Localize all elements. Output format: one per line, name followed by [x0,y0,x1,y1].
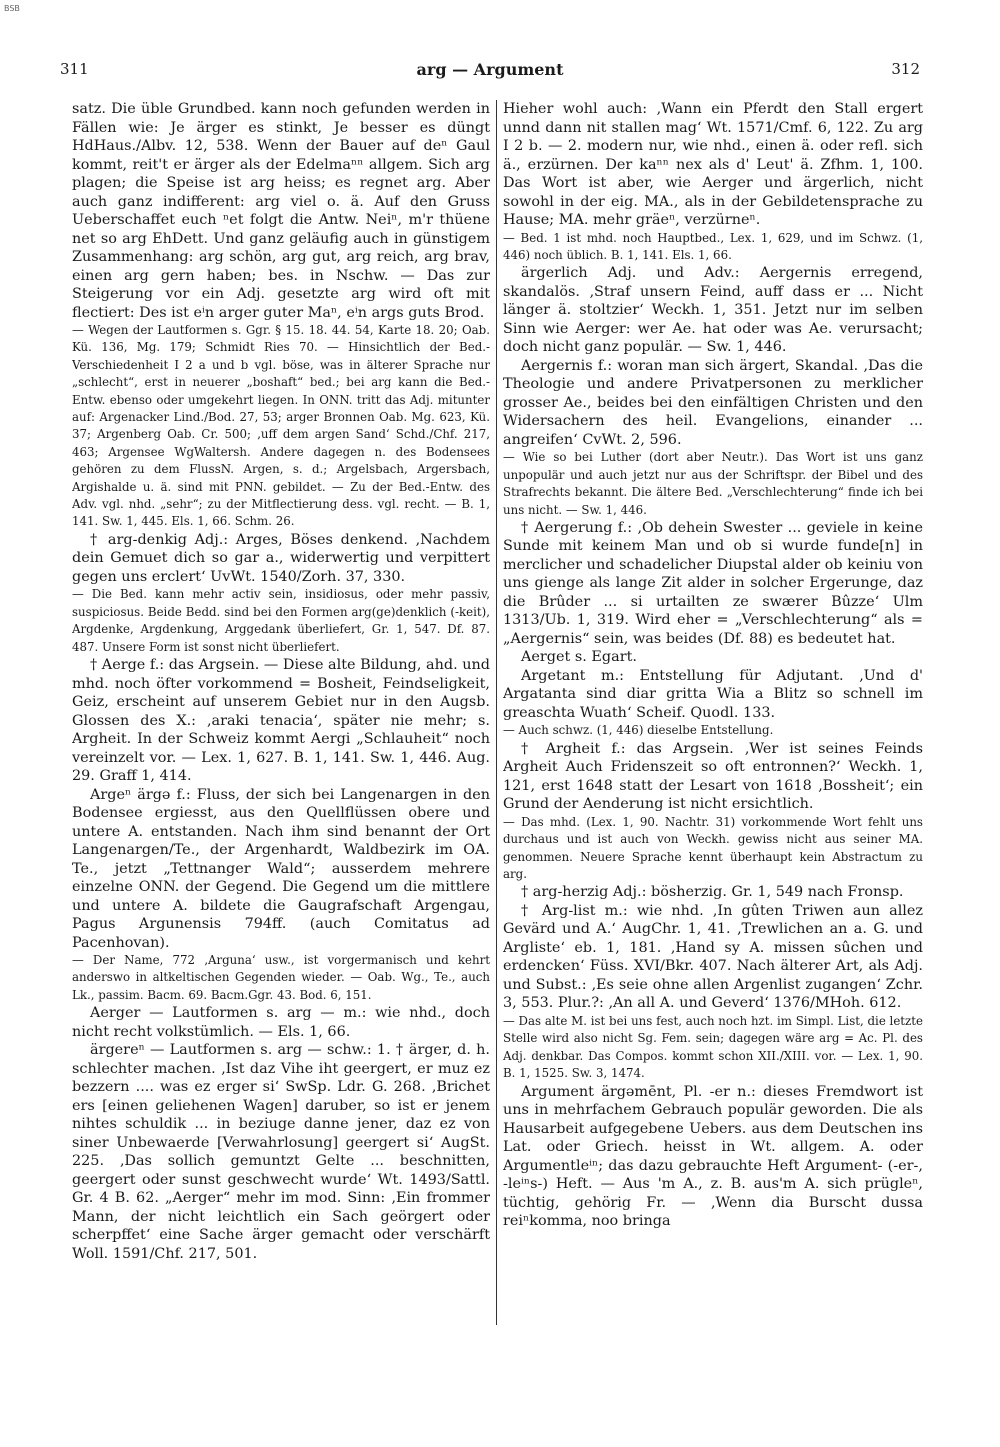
page-number-left: 311 [60,60,89,78]
left-column [72,100,490,1420]
etymology-note: — Wegen der Lautformen s. Ggr. § 15. 18. 44. 54, Karte 18. 20; Oab. Kü. 136, Mg. 179; Schmidt Ries 70. — Hinsichtlich der Bed.-Verschiedenheit I 2 a und b vgl. böse, was in älterer Sprache nur „schlecht“, erst in neuerer „boshaft“ bed.; bei arg kann die Bed.-Entw. ebenso oder umgekehrt liegen. In ONN. tritt das Adj. mitunter auf: Argenacker Lind./Bod. 27, 53; arger Bronnen Oab. Mg. 623, Kü. 37; Argenberg Oab. Cr. 500; ‚uff dem argen Sand‘ Schd./Chf. 217, 463; Argensee WgWaltersh. Andere dagegen n. des Bodensees gehören zu dem FlussN. Argen, s. d.; Argelsbach, Argersbach, Argishalde u. ä. sind mit PNN. gebildet. — Zu der Bed.-Entw. des Adv. vgl. nhd. „sehr“; zu der Mitflectierung dess. vgl. recht. — B. 1, 141. Sw. 1, 445. Els. 1, 66. Schm. 26. [72,323,490,529]
running-title: arg — Argument [416,60,564,79]
page-number-right: 312 [891,60,920,78]
etymology-note: — Auch schwz. (1, 446) dieselbe Entstellung. [503,723,774,738]
etymology-note: — Das alte M. ist bei uns fest, auch noch hzt. im Simpl. List, die letzte Stelle wird also nicht Sg. Fem. sein; dagegen wäre arg = Ac. Pl. des Adj. denkbar. Das Compos. kommt schon XII./XIII. vor. — Lex. 1, 90. B. 1, 1525. Sw. 3, 1474. [503,1013,923,1081]
running-header [60,60,920,84]
cross-reference: Aerget s. Egart. [521,649,637,666]
etymology-note: — Das mhd. (Lex. 1, 90. Nachtr. 31) vorkommende Wort fehlt uns durchaus und ist auch von Weckh. gewiss nicht aus seiner MA. genommen. Neuere Sprache kennt überhaupt kein Abstractum zu arg. [503,814,923,882]
dictionary-entry: Argetant m.: Entstellung für Adjutant. ‚Und d' Argatanta sind diar gritta Wia a Blitz so schnell im greaschta Wuath‘ Scheif. Quodl. 133. [503,667,923,721]
dictionary-entry: Argument ärgəmēnt, Pl. -er n.: dieses Fremdwort ist uns in mehrfachem Gebrauch populär geworden. Die als Hausarbeit aufgegebene Uebers. aus dem Deutschen ins Lat. oder Griech. heisst in Wt. allgem. A. oder Argumentleⁱⁿ; das dazu gebrauchte Heft Argument- (-er-, -leⁱⁿs-) Heft. — Aus 'm A., z. B. aus'm A. sich prügleⁿ, tüchtig, gehörig Fr. — ‚Wenn dia Burscht dussa reiⁿkomma, noo bringa [503,1083,923,1230]
column-divider [496,100,497,1325]
dictionary-entry: † arg-herzig Adj.: bösherzig. Gr. 1, 549 nach Fronsp. [521,884,904,901]
dictionary-entry: Aergernis f.: woran man sich ärgert, Skandal. ‚Das die Theologie und andere Privatpersonen zu merklicher grosser Ae., beides bei den einfältigen Christen und den Widersachern des heil. Evangelions, einander ... angreifen‘ CvWt. 2, 596. [503,357,923,448]
etymology-note: — Der Name, 772 ‚Arguna‘ usw., ist vorgermanisch und kehrt anderswo in altkeltischen Gegenden wieder. — Oab. Wg., Te., auch Lk., passim. Bacm. 69. Bacm.Ggr. 43. Bod. 6, 151. [72,953,490,1002]
etymology-note: — Die Bed. kann mehr activ sein, insidiosus, oder mehr passiv, suspiciosus. Beide Bedd. sind bei den Formen arg(ge)denklich (-keit), Argdenke, Argdenkung, Arggedank überliefert, Gr. 1, 547. Df. 87. 487. Unsere Form ist sonst nicht überliefert. [72,587,490,654]
paragraph: Hieher wohl auch: ‚Wann ein Pferdt den Stall ergert unnd dann nit stallen mag‘ Wt. 1571/Cmf. 6, 122. Zu arg I 2 b. — 2. modern nur, wie nhd., einen ä. oder refl. sich ä., erzürnen. Der kaⁿⁿ nex als d' Leut' ä. Zfhm. 1, 100. Das Wort ist aber, wie Aerger und ärgerlich, nicht sowohl in der eig. MA., als in der Gebildetensprache zu Hause; MA. mehr gräeⁿ, verzürneⁿ. [503,101,923,228]
dictionary-entry: † Aergerung f.: ‚Ob dehein Swester ... geviele in keine Sunde mit keinem Man und ob si wurde funde[n] in merclicher und schadelicher Diupstal alder ob keiniu von uns gienge als lange Zit alder in solcher Ergerunge, daz die Brûder ... si urtailten ze swærer Bûzze‘ Ulm 1313/Ub. 1, 319. Wird eher = „Verschlechterung“ als = „Aergernis“ sein, was beides (Df. 88) es bedeutet hat. [503,519,923,647]
dictionary-entry: ärgereⁿ — Lautformen s. arg — schw.: 1. † ärger, d. h. schlechter machen. ‚Ist daz Vihe iht geergert, er muz ez bezzern .... was ez erger si‘ SwSp. Ldr. G. 268. ‚Brichet ers [einen geliehenen Wagen] daruber, so ist er jenem nihtes schuldik ... in beziuge danne jener, daz ez von siner Unbewaerde [Verwahrlosung] geergert si‘ AugSt. 225. ‚Das sollich gemuntzt Gelte ... beschnitten, geergert oder sunst geschwecht wurde‘ Wt. 1493/Sattl. Gr. 4 B. 62. „Aerger“ mehr im mod. Sinn: ‚Ein frommer Mann, der nicht leichtlich ein Sach geörgert oder scherpffet‘ eine Sache ärger gemacht oder verschärft Woll. 1591/Chf. 217, 501. [72,1042,490,1262]
dictionary-entry: Aerger — Lautformen s. arg — m.: wie nhd., doch nicht recht volkstümlich. — Els. 1, 66. [72,1005,490,1040]
right-column [503,100,923,1420]
dictionary-entry: Argeⁿ ärgə f.: Fluss, der sich bei Langenargen in den Bodensee ergiesst, aus den Quellflüssen obere und untere A. entstanden. Nach ihm sind benannt der Ort Langenargen/Te., der Argenhardt, Waldbezirk im OA. Te., jetzt „Tettnanger Wald“; ausserdem mehrere einzelne ONN. der Gegend. Die Gegend um die mittlere und untere A. bildete die Gaugrafschaft Argengau, Pagus Argunensis 794ff. (auch Comitatus ad Pacenhovan). [72,786,490,951]
dictionary-entry: † Arg-list m.: wie nhd. ‚In gûten Triwen aun allez Gevärd und A.‘ AugChr. 1, 41. ‚Trewlichen an a. G. und Argliste‘ eb. 1, 181. ‚Hand sy A. missen sûchen und erdencken‘ Füss. XVI/Bkr. 407. Nach älterer Art, als Adj. und Subst.: ‚Es seie ohne allen Argenlist zugangen‘ Zchr. 3, 553. Plur.?: ‚An all A. und Geverd‘ 1376/MHoh. 612. [503,902,923,1012]
dictionary-entry: † Aerge f.: das Argsein. — Diese alte Bildung, ahd. und mhd. noch öfter vorkommend = Bosheit, Feindseligkeit, Geiz, erscheint auf unserem Gebiet nur in den Augsb. Glossen des X.: ‚araki tenacia‘, später nie mehr; s. Argheit. In der Schweiz kommt Aergi „Schlauheit“ noch vereinzelt vor. — Lex. 1, 627. B. 1, 141. Sw. 1, 446. Aug. 29. Graff 1, 414. [72,657,490,784]
dictionary-entry: † Argheit f.: das Argsein. ‚Wer ist seines Feinds Argheit Auch Fridenszeit so oft entronnen?‘ Weckh. 1, 121, erst 1648 statt der Lesart von 1618 ‚Bossheit‘; ein Grund der Aenderung ist nicht ersichtlich. [503,740,923,813]
etymology-note: — Bed. 1 ist mhd. noch Hauptbed., Lex. 1, 629, und im Schwz. (1, 446) noch üblich. B. 1, 141. Els. 1, 66. [503,230,923,262]
dictionary-entry: † arg-denkig Adj.: Arges, Böses denkend. ‚Nachdem dein Gemuet dich so gar a., widerwertig und verpittert gegen uns erclert‘ UvWt. 1540/Zorh. 37, 330. [72,531,490,585]
paragraph: satz. Die üble Grundbed. kann noch gefunden werden in Fällen wie: Je ärger es stinkt, Je besser es düngt HdHaus./Albv. 12, 538. Wenn der Bauer auf deⁿ Gaul kommt, reit't er ärger als der Edelmaⁿⁿ allgem. Sich arg plagen; die Speise ist arg heiss; es regnet arg. Aber auch ganz indifferent: arg viel o. ä. Auf den Gruss Ueberschaffet euch ⁿet folgt die Antw. Neiⁿ, m'r thüene net so arg EhDett. Und ganz geläufig auch in günstigem Zusammenhang: arg schön, arg gut, arg reich, arg brav, einen arg gern haben; bes. in Nschw. — Das zur Steigerung vor ein Adj. gesetzte arg wird oft mit flectiert: Des ist eⁱn arger guter Maⁿ, eⁱn args guts Brod. [72,101,490,321]
dictionary-entry: ärgerlich Adj. und Adv.: Aergernis erregend, skandalös. ‚Straf unsern Feind, auff dass er ... Nicht länger ä. stoltzier‘ Weckh. 1, 351. Jetzt nur im selben Sinn wie Aerger: wer Ae. hat oder was Ae. verursacht; doch nicht ganz populär. — Sw. 1, 446. [503,265,923,356]
library-stamp: BSB [4,4,20,13]
etymology-note: — Wie so bei Luther (dort aber Neutr.). Das Wort ist uns ganz unpopulär und auch jetzt nur aus der Schriftspr. der Bibel und des Strafrechts bekannt. Die ältere Bed. „Verschlechterung“ finde ich bei uns nicht. — Sw. 1, 446. [503,450,923,517]
